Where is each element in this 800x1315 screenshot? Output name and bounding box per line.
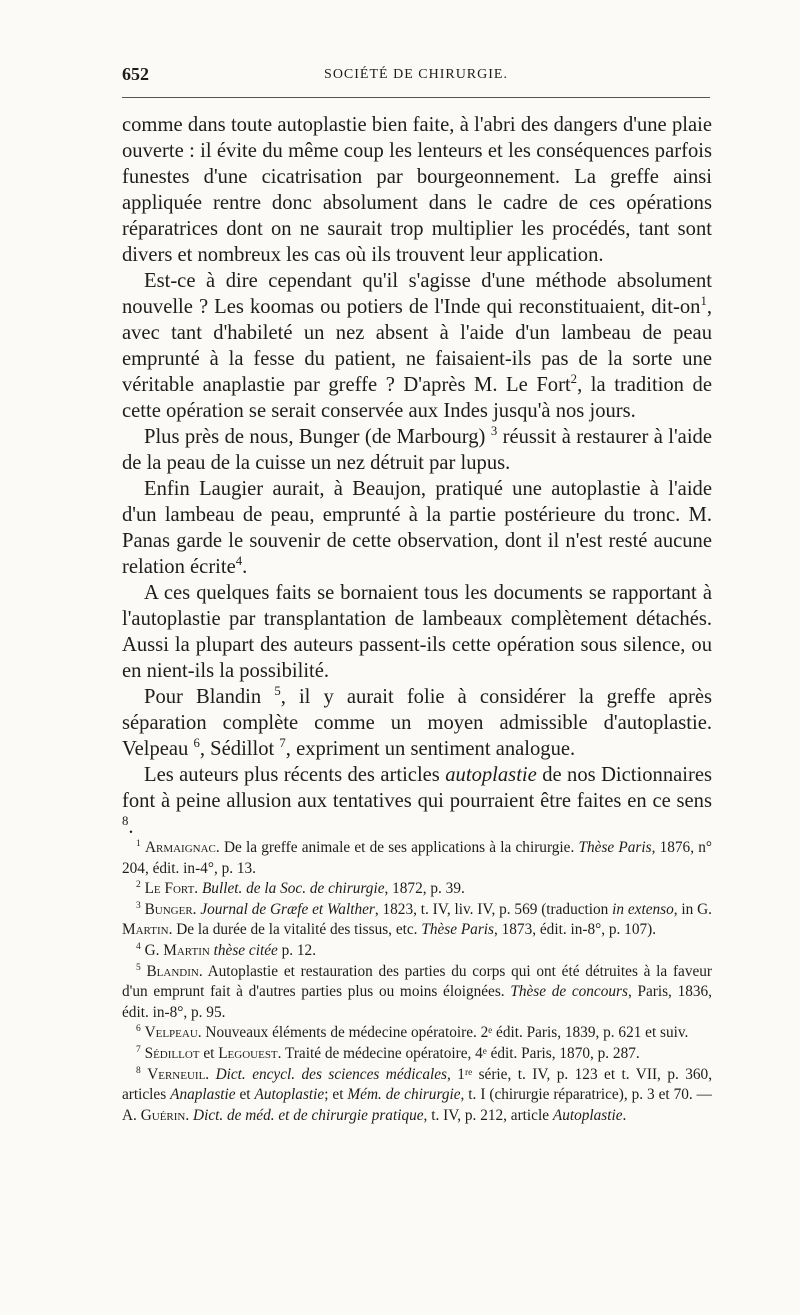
author-name: Sédillot [144,1044,200,1062]
footnote-7: $^7$ Sédillot et Legouest. Traité de médecine opératoire, 4ᵉ édit. Paris, 1870, p. 287. [136,1044,640,1062]
footnote-ref: 6 [193,736,200,751]
footnote-5: $^5$ Blandin. Autoplastie et restauration des parties du corps qui ont été détruites à la faveur d'un emprunt fait à d'autres parties plus ou moins éloignées. Thèse de concours, Paris, 1836, édit. in-8°, p. 95. [122,962,713,1021]
footnote-4: $^4$ G. Martin thèse citée p. 12. [136,941,317,959]
paragraph: Enfin Laugier aurait, à Beaujon, pratiqué une autoplastie à l'aide d'un lambeau de peau, emprunté à la partie postérieure du tronc. M. Panas garde le souvenir de cette observation, dont il n'est resté aucune relation écrite$^4$. [122,478,712,578]
footnote-1: $^1$ Armaignac. De la greffe animale et de ses applications à la chirurgie. Thèse Paris, 1876, n° 204, édit. in-4°, p. 13. [122,838,712,877]
paragraph: Pour Blandin $^5$, il y aurait folie à considérer la greffe après séparation complète comme un moyen admissible d'autoplastie. Velpeau $^6$, Sédillot $^7$, expriment un sentiment analogue. [122,684,713,760]
footnote-ref: 1 [700,294,707,309]
paragraph: Plus près de nous, Bunger (de Marbourg) $^3$ réussit à restaurer à l'aide de la peau de la cuisse un nez détruit par lupus. [122,424,712,474]
page-header [122,60,710,90]
author-name: Le Fort [144,880,195,898]
paragraph: A ces quelques faits se bornaient tous les documents se rapportant à l'autoplastie par transplantation de lambeaux complètement détachés. Aussi la plupart des auteurs passent-ils cette opération sous silence, ou en nient-ils la possibilité. [122,582,712,682]
author-name: Bunger [144,900,193,918]
paragraph: Les auteurs plus récents des articles autoplastie de nos Dictionnaires font à peine allusion aux tentatives qui pourraient être faites en ce sens $^8$. [122,764,713,838]
footnote-8: $^8$ Verneuil. Dict. encycl. des sciences médicales, 1ʳᵉ série, t. IV, p. 123 et t. VII, p. 360, articles Anaplastie et Autoplastie; et Mém. de chirurgie, t. I (chirurgie réparatrice), p. 3 et 70. — A. Guérin. Dict. de méd. et de chirurgie pratique, t. IV, p. 212, article Autoplastie. [122,1065,713,1124]
footnote-ref: 7 [279,736,286,751]
author-name: Verneuil [147,1065,206,1083]
footnote-ref: 8 [122,814,129,829]
page-number: 652 [122,64,149,84]
footnote-ref: 2 [570,372,578,387]
author-name: Armaignac [144,839,216,856]
author-name: Legouest [218,1044,278,1062]
author-name: Martin [122,921,169,939]
footnote-ref: 5 [274,684,281,699]
emphasis: autoplastie [445,764,537,786]
main-text [122,112,712,840]
paragraph: comme dans toute autoplastie bien faite, à l'abri des dangers d'une plaie ouverte : il évite du même coup les lenteurs et les conséquences parfois funestes d'une cicatrisation par bourgeonnement. La greffe ainsi appliquée rentre donc absolument dans le cadre de ces opérations réparatrices dont on ne saurait trop multiplier les procédés, tant sont divers et nombreux les cas où ils trouvent leur application. [122,114,712,266]
footnotes [122,838,712,1126]
header-rule [122,97,710,98]
paragraph: Est-ce à dire cependant qu'il s'agisse d'une méthode absolument nouvelle ? Les koomas ou potiers de l'Inde qui reconstituaient, dit-$on^1$, avec tant d'habileté un nez absent à l'aide d'un lambeau de peau emprunté à la fesse du patient, ne faisaient-ils pas de la sorte une véritable anaplastie par greffe ? D'après M. Le Fort$^2$, la tradition de cette opération se serait conservée aux Indes jusqu'à nos jours. [122,270,712,422]
footnote-ref: 3 [490,424,498,439]
author-name: Guérin [140,1106,186,1124]
author-name: Blandin [146,962,199,980]
footnote-ref: 4 [235,554,243,569]
author-name: Velpeau [144,1024,198,1042]
footnote-6: $^6$ Velpeau. Nouveaux éléments de médecine opératoire. 2ᵉ édit. Paris, 1839, p. 621 et suiv. [136,1024,689,1042]
footnote-3: $^3$ Bunger. Journal de Græfe et Walther, 1823, t. IV, liv. IV, p. 569 (traduction in extenso, in G. Martin. De la durée de la vitalité des tissus, etc. Thèse Paris, 1873, édit. in-8°, p. 107). [122,900,713,939]
footnote-2: $^2$ Le Fort. Bullet. de la Soc. de chirurgie, 1872, p. 39. [136,880,465,898]
running-title: SOCIÉTÉ DE CHIRURGIE. [324,67,508,82]
author-name: Martin [163,941,210,959]
